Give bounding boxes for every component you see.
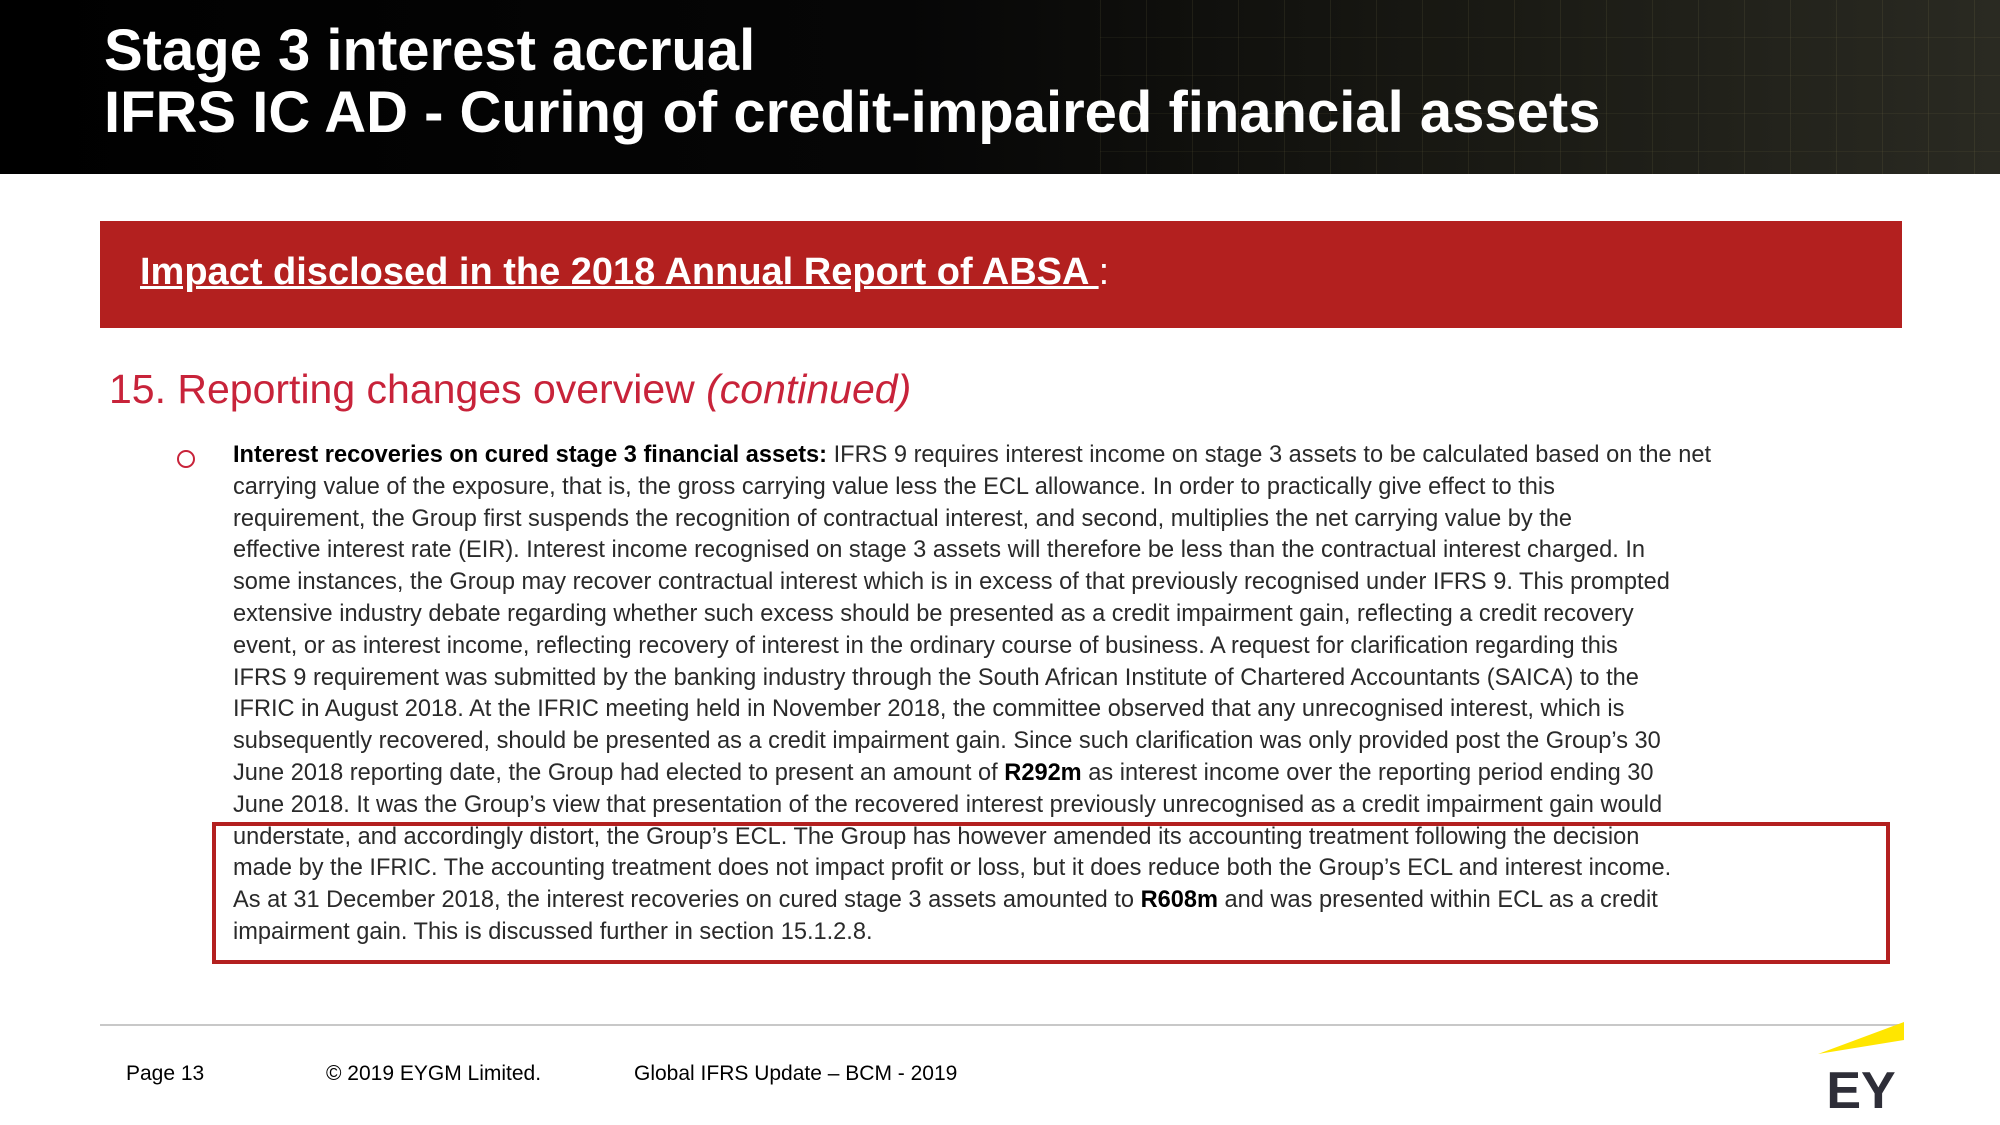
paragraph-line: subsequently recovered, should be presented as a credit impairment gain. Since such clarification was only provided post the Group’s 30	[233, 728, 1661, 755]
banner-text	[140, 251, 1109, 294]
paragraph-line: IFRS 9 requirement was submitted by the banking industry through the South African Institute of Chartered Accountants (SAICA) to the	[233, 664, 1639, 691]
event-name: Global IFRS Update – BCM - 2019	[634, 1062, 958, 1085]
paragraph-line: made by the IFRIC. The accounting treatment does not impact profit or loss, but it does reduce both the Group’s ECL and interest income.	[233, 855, 1672, 882]
paragraph-heading: Interest recoveries on cured stage 3 financial assets:	[233, 442, 828, 468]
paragraph-line: requirement, the Group first suspends the recognition of contractual interest, and second, multiplies the net carrying value by the	[233, 505, 1573, 532]
paragraph-line: some instances, the Group may recover contractual interest which is in excess of that previously recognised under IFRS 9. This prompted	[233, 569, 1670, 596]
paragraph-line: carrying value of the exposure, that is, the gross carrying value less the ECL allowance. In order to practically give effect to this	[233, 473, 1555, 500]
paragraph-line: effective interest rate (EIR). Interest income recognised on stage 3 assets will therefore be less than the contractual interest charged. In	[233, 537, 1645, 564]
red-banner	[100, 221, 1902, 328]
highlight-box	[212, 822, 1890, 964]
paragraph-line: event, or as interest income, reflecting recovery of interest in the ordinary course of business. A request for clarification regarding this	[233, 632, 1618, 659]
paragraph-line: June 2018. It was the Group’s view that presentation of the recovered interest previously unrecognised as a credit impairment gain would	[233, 791, 1663, 818]
slide-header	[0, 0, 2000, 174]
paragraph-line: IFRIC in August 2018. At the IFRIC meeting held in November 2018, the committee observed that any unrecognised interest, which is	[233, 696, 1625, 723]
paragraph-line: Interest recoveries on cured stage 3 financial assets: IFRS 9 requires interest income on stage 3 assets to be calculated based on the net	[233, 442, 1712, 468]
paragraph-line: extensive industry debate regarding whether such excess should be presented as a credit impairment gain, reflecting a credit recovery	[233, 600, 1634, 627]
copyright: © 2019 EYGM Limited.	[326, 1062, 542, 1085]
ey-logo-icon	[1818, 1022, 1904, 1112]
paragraph-line: impairment gain. This is discussed further in section 15.1.2.8.	[233, 918, 873, 945]
section-title	[109, 366, 911, 413]
bullet-circle-icon	[177, 450, 195, 468]
amount-r608m: R608m	[1140, 887, 1218, 914]
section-title-main: 15. Reporting changes overview	[109, 366, 707, 412]
footer-divider	[100, 1024, 1902, 1026]
banner-heading: Impact disclosed in the 2018 Annual Report of ABSA	[140, 251, 1099, 293]
section-title-suffix: (continued)	[706, 366, 912, 412]
paragraph-line: June 2018 reporting date, the Group had elected to present an amount of R292m as interest income over the reporting period ending 30	[233, 759, 1654, 786]
page-number: Page 13	[126, 1062, 205, 1085]
slide-title-line1: Stage 3 interest accrual	[104, 18, 756, 83]
amount-r292m: R292m	[1004, 759, 1082, 786]
ey-logo-text: EY	[1826, 1062, 1896, 1112]
banner-colon: :	[1098, 251, 1110, 293]
paragraph-line: As at 31 December 2018, the interest recoveries on cured stage 3 assets amounted to R608m and was presented within ECL as a credit	[233, 887, 1658, 914]
slide-title-line2: IFRS IC AD - Curing of credit-impaired financial assets	[104, 80, 1601, 145]
paragraph-line: understate, and accordingly distort, the Group’s ECL. The Group has however amended its accounting treatment following the decision	[233, 823, 1640, 850]
